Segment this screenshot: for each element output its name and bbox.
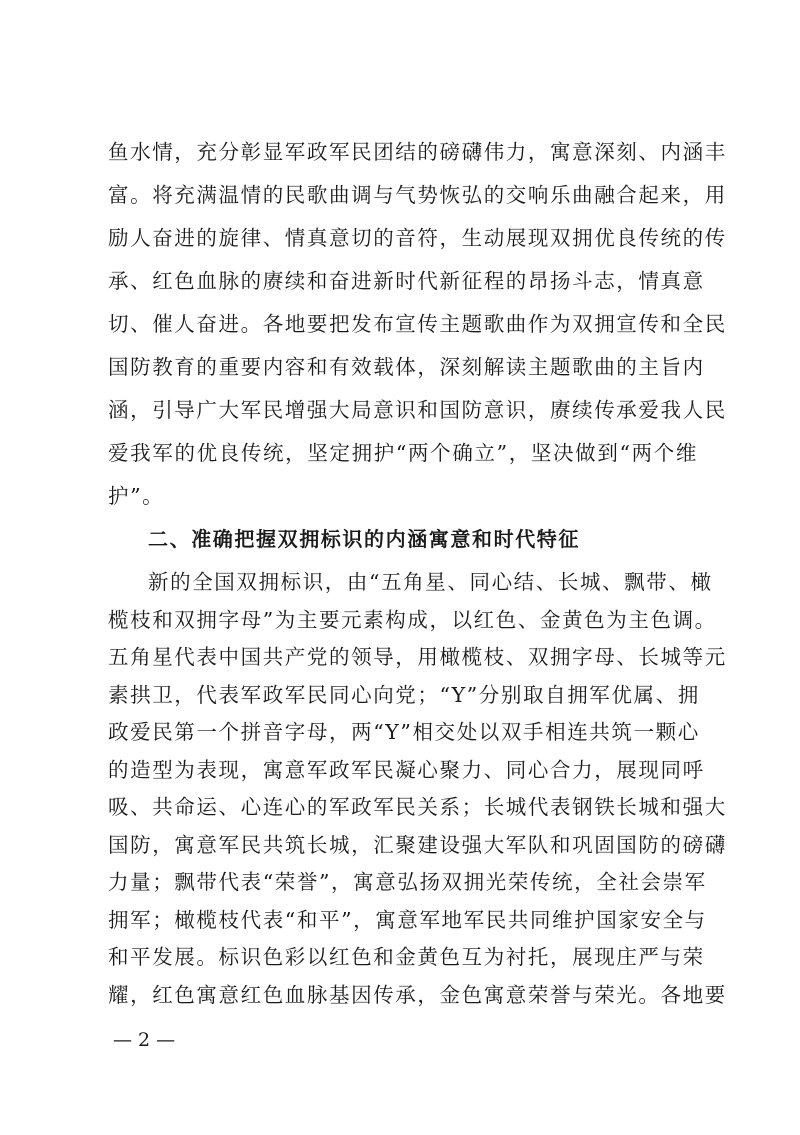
body-text-line: 吸、共命运、心连心的军政军民关系；长城代表钢铁长城和强大 — [108, 795, 727, 819]
body-text-line: 政爱民第一个拼音字母，两“Y”相交处以双手相连共筑一颗心 — [108, 720, 700, 744]
body-text-line: 榄枝和双拥字母”为主要元素构成，以红色、金黄色为主色调。 — [108, 607, 717, 632]
body-text-line: 国防教育的重要内容和有效载体，深刻解读主题歌曲的主旨内 — [108, 355, 705, 379]
body-text-line: 的造型为表现，寓意军政军民凝心聚力、同心合力，展现同呼 — [108, 757, 705, 782]
body-text-line: 国防，寓意军民共筑长城，汇聚建设强大军队和巩固国防的磅礴 — [108, 832, 727, 857]
body-text-line: 励人奋进的旋律、情真意切的音符，生动展现双拥优良传统的传 — [108, 226, 727, 250]
body-text-line: 拥军；橄榄枝代表“和平”，寓意军地军民共同维护国家安全与 — [108, 907, 707, 932]
body-text-line: 鱼水情，充分彰显军政军民团结的磅礴伟力，寓意深刻、内涵丰 — [108, 140, 727, 164]
section-heading: 二、准确把握双拥标识的内涵寓意和时代特征 — [148, 527, 580, 551]
body-text-line: 五角星代表中国共产党的领导，用橄榄枝、双拥字母、长城等元 — [108, 645, 727, 669]
body-text-line: 力量；飘带代表“荣誉”，寓意弘扬双拥光荣传统，全社会崇军 — [108, 870, 707, 894]
body-text-line: 切、催人奋进。各地要把发布宣传主题歌曲作为双拥宣传和全民 — [108, 312, 727, 336]
body-text-line: 素拱卫，代表军政军民同心向党；“Y”分别取自拥军优属、拥 — [108, 682, 700, 707]
body-text-line: 护”。 — [108, 484, 165, 508]
page-number: — 2 — — [113, 1029, 176, 1051]
body-text-line: 涵，引导广大军民增强大局意识和国防意识，赓续传承爱我人民 — [108, 398, 727, 422]
body-text-line: 新的全国双拥标识，由“五角星、同心结、长城、飘带、橄 — [148, 570, 713, 594]
body-text-line: 富。将充满温情的民歌曲调与气势恢弘的交响乐曲融合起来，用 — [108, 183, 727, 207]
body-text-line: 耀，红色寓意红色血脉基因传承，金色寓意荣誉与荣光。各地要 — [108, 982, 727, 1007]
body-text-line: 承、红色血脉的赓续和奋进新时代新征程的昂扬斗志，情真意 — [108, 269, 705, 293]
body-text-line: 和平发展。标识色彩以红色和金黄色互为衬托，展现庄严与荣 — [108, 945, 705, 969]
body-text-line: 爱我军的优良传统，坚定拥护“两个确立”，坚决做到“两个维 — [108, 441, 698, 465]
